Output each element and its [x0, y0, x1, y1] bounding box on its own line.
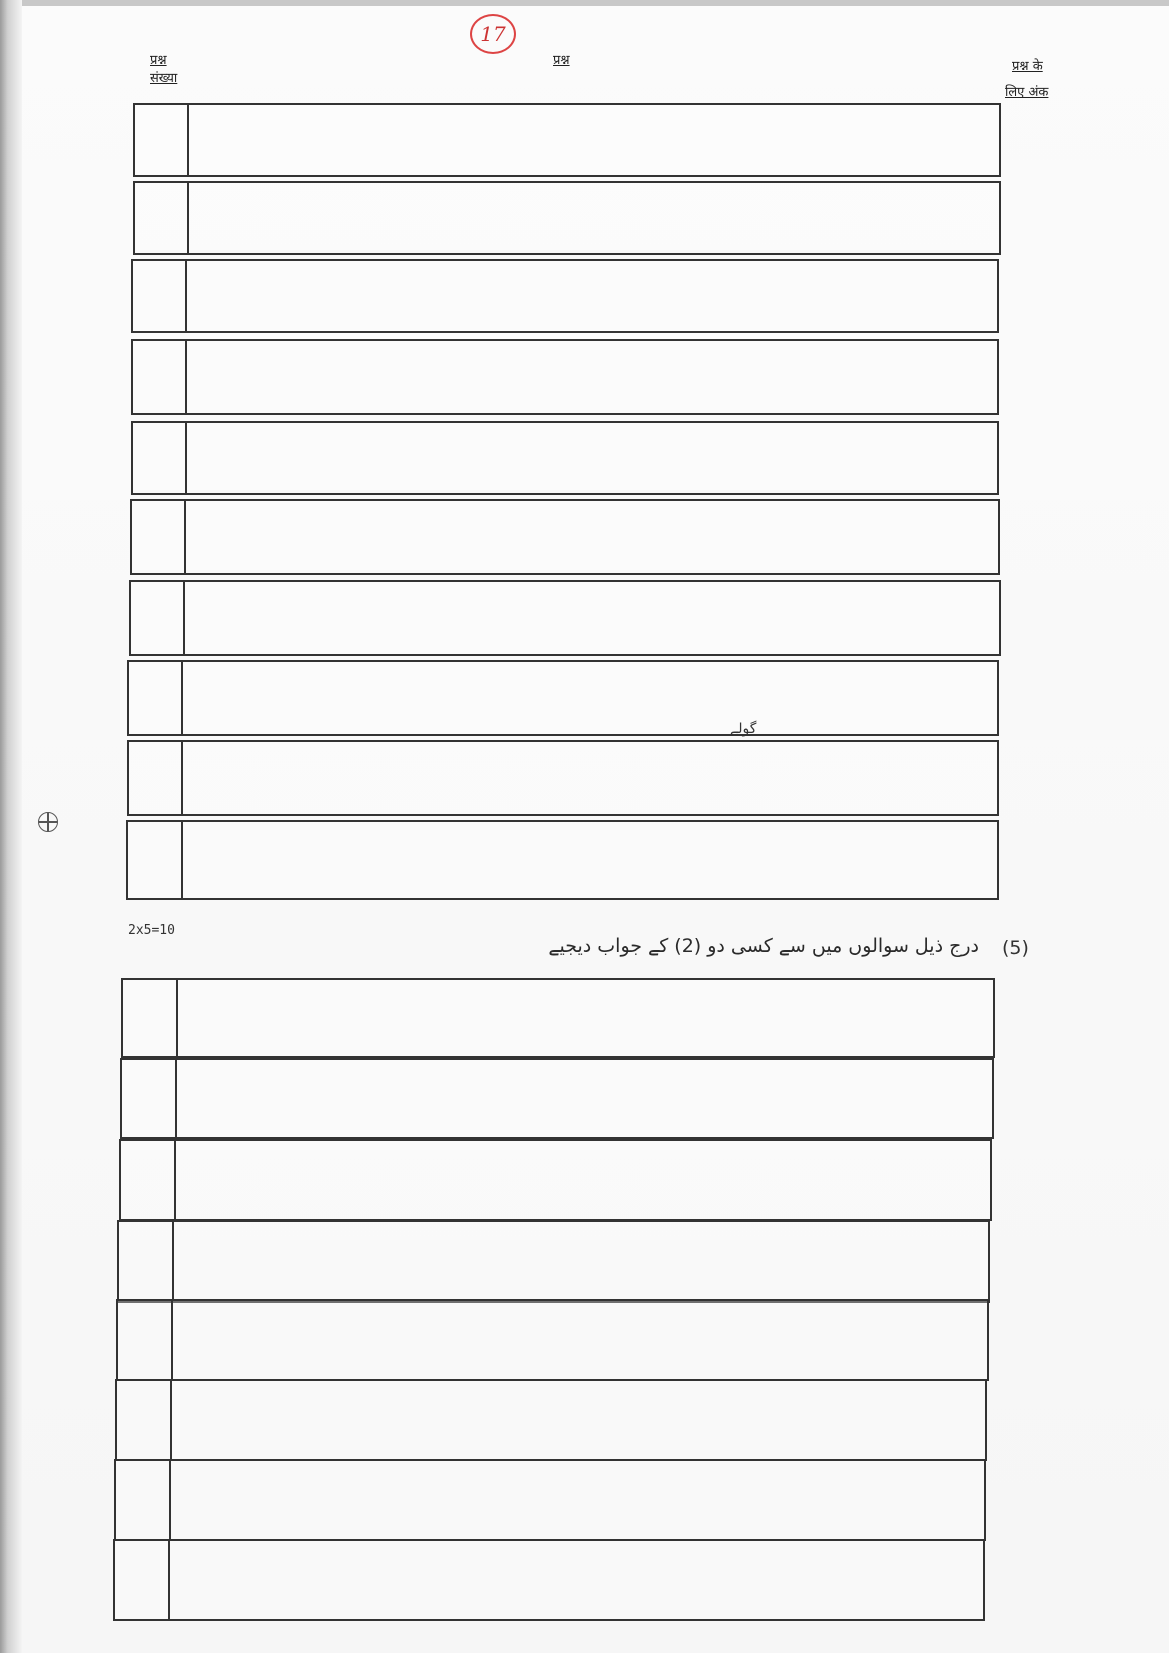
row-number-cell	[115, 1379, 172, 1461]
row-number-cell	[127, 740, 183, 816]
header-marks-label-2: लिए अंक	[1005, 85, 1049, 100]
row-question-cell	[168, 1539, 985, 1621]
row-question-cell	[184, 499, 1000, 575]
row-question-cell	[181, 820, 999, 900]
row-question-cell	[171, 1299, 989, 1381]
row-number-cell	[120, 1058, 177, 1139]
row-question-cell	[176, 978, 995, 1058]
scan-top-edge	[0, 0, 1169, 6]
row-question-cell	[181, 660, 999, 736]
row-number-cell	[116, 1299, 173, 1381]
row-number-cell	[127, 660, 183, 736]
row-question-cell	[170, 1379, 987, 1461]
section-number: (5)	[1002, 937, 1029, 959]
page-number: 17	[470, 14, 516, 54]
row-number-cell	[126, 820, 183, 900]
binder-hole-mark-icon	[38, 812, 58, 832]
row-number-cell	[114, 1459, 171, 1541]
header-question-label: प्रश्न	[553, 53, 570, 68]
header-marks-label: प्रश्न के	[1012, 59, 1043, 74]
row-number-cell	[117, 1220, 174, 1303]
row-number-cell	[121, 978, 178, 1058]
row-number-cell	[130, 499, 186, 575]
section-marks: 2x5=10	[128, 923, 175, 938]
row-number-cell	[133, 103, 189, 177]
row-question-cell	[185, 421, 999, 495]
row-number-cell	[133, 181, 189, 255]
row-question-cell	[185, 259, 999, 333]
row-question-cell	[174, 1139, 992, 1221]
row-number-cell	[131, 339, 187, 415]
row-number-cell	[129, 580, 185, 656]
header-question-number-label-2: संख्या	[150, 71, 178, 86]
row-number-cell	[119, 1139, 176, 1221]
row-question-cell	[175, 1058, 994, 1139]
row-question-cell	[181, 740, 999, 816]
row-number-cell	[113, 1539, 170, 1621]
row-question-cell	[169, 1459, 986, 1541]
row-question-cell	[187, 181, 1001, 255]
section-instruction: درج ذیل سوالوں میں سے کسی دو (2) کے جواب دیجیے	[548, 935, 979, 957]
row-question-cell	[185, 339, 999, 415]
row-question-cell	[172, 1220, 990, 1303]
row-question-cell	[187, 103, 1001, 177]
scan-left-edge	[0, 0, 22, 1653]
correction-note: گولے	[730, 721, 757, 737]
row-number-cell	[131, 259, 187, 333]
header-question-number-label: प्रश्न	[150, 53, 167, 68]
row-question-cell	[183, 580, 1001, 656]
row-number-cell	[131, 421, 187, 495]
